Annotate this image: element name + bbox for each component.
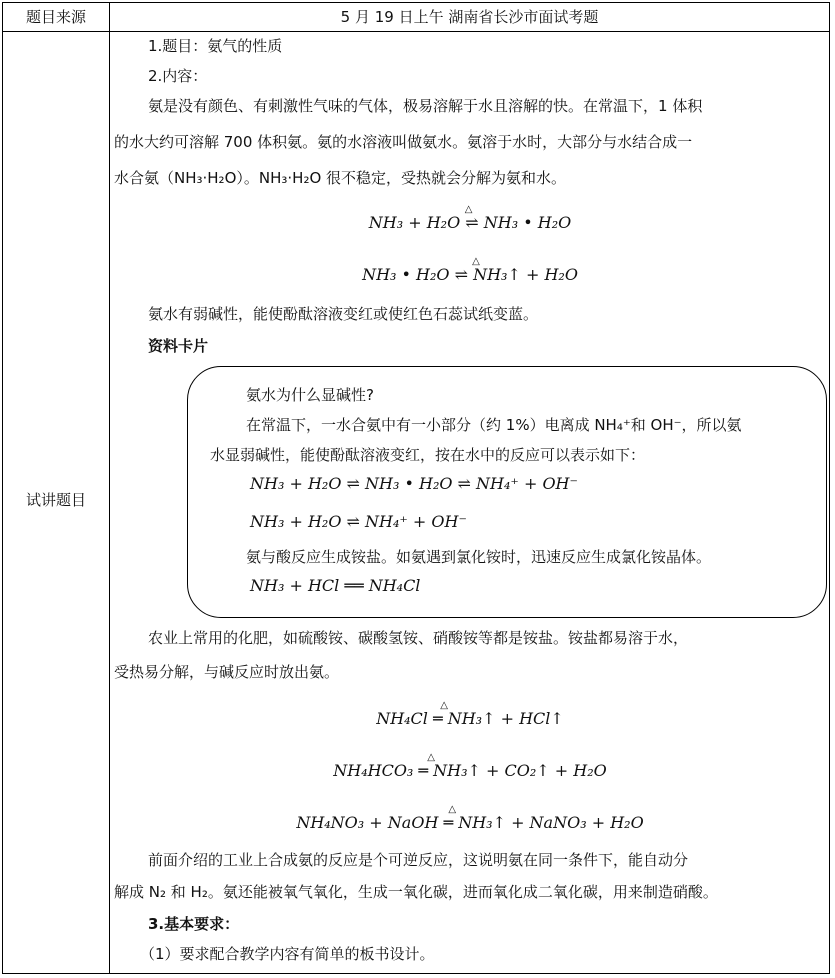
para4-line1: 前面介绍的工业上合成氨的反应是个可逆反应，这说明氨在同一条件下，能自动分 xyxy=(148,851,689,869)
para3-line2: 受热易分解，与碱反应时放出氨。 xyxy=(114,663,340,681)
source-value: 5 月 19 日上午 湖南省长沙市面试考题 xyxy=(340,8,599,26)
equation-3: △ NH₄Cl ═ NH₃↑ + HCl↑ xyxy=(114,708,826,730)
heat-mark: △ xyxy=(464,204,473,215)
card-question: 氨水为什么显碱性? xyxy=(246,386,374,404)
para1-line3: 水合氨（NH₃·H₂O）。NH₃·H₂O 很不稳定，受热就会分解为氨和水。 xyxy=(114,169,567,187)
header-divider xyxy=(3,31,829,32)
para1-line2: 的水大约可溶解 700 体积氨。氨的水溶液叫做氨水。氨溶于水时，大部分与水结合成一 xyxy=(114,133,693,151)
card-line1: 在常温下，一水合氨中有一小部分（约 1%）电离成 NH₄⁺和 OH⁻，所以氨 xyxy=(246,416,742,434)
heat-mark: △ xyxy=(448,804,457,815)
content-label: 2.内容： xyxy=(148,67,208,85)
column-divider xyxy=(109,3,110,973)
card-line3: 氨与酸反应生成铵盐。如氨遇到氯化铵时，迅速反应生成氯化铵晶体。 xyxy=(246,548,712,566)
card-equation-a: NH₃ + H₂O ⇌ NH₃ • H₂O ⇌ NH₄⁺ + OH⁻ xyxy=(250,474,578,493)
para3-line1: 农业上常用的化肥，如硫酸铵、碳酸氢铵、硝酸铵等都是铵盐。铵盐都易溶于水， xyxy=(148,629,689,647)
requirements-title: 3.基本要求： xyxy=(148,915,240,933)
para1-line1: 氨是没有颜色、有刺激性气味的气体，极易溶解于水且溶解的快。在常温下，1 体积 xyxy=(148,97,703,115)
title-line: 1.题目：氨气的性质 xyxy=(148,37,283,55)
equation-2: △ NH₃ • H₂O ⇌ NH₃↑ + H₂O xyxy=(114,264,826,286)
equation-5: △ NH₄NO₃ + NaOH ═ NH₃↑ + NaNO₃ + H₂O xyxy=(114,812,826,834)
topic-label: 试讲题目 xyxy=(25,491,86,509)
equation-4: △ NH₄HCO₃ ═ NH₃↑ + CO₂↑ + H₂O xyxy=(114,760,826,782)
source-label: 题目来源 xyxy=(25,8,86,26)
para2: 氨水有弱碱性，能使酚酞溶液变红或使红色石蕊试纸变蓝。 xyxy=(148,305,539,323)
heat-mark: △ xyxy=(440,700,448,711)
equation-1: △ NH₃ + H₂O ⇌ NH₃ • H₂O xyxy=(114,212,826,234)
card-equation-c: NH₃ + HCl ══ NH₄Cl xyxy=(250,576,421,595)
card-title: 资料卡片 xyxy=(148,337,209,355)
requirement-1: （1）要求配合教学内容有简单的板书设计。 xyxy=(140,945,435,963)
info-card xyxy=(187,366,827,618)
heat-mark: △ xyxy=(427,752,435,763)
card-line2: 水显弱碱性，能使酚酞溶液变红，按在水中的反应可以表示如下： xyxy=(210,446,646,464)
card-equation-b: NH₃ + H₂O ⇌ NH₄⁺ + OH⁻ xyxy=(250,512,467,531)
para4-line2: 解成 N₂ 和 H₂。氨还能被氧气氧化，生成一氧化碳，进而氧化成二氧化碳，用来制造硝酸。 xyxy=(114,883,718,901)
heat-mark: △ xyxy=(472,256,480,267)
